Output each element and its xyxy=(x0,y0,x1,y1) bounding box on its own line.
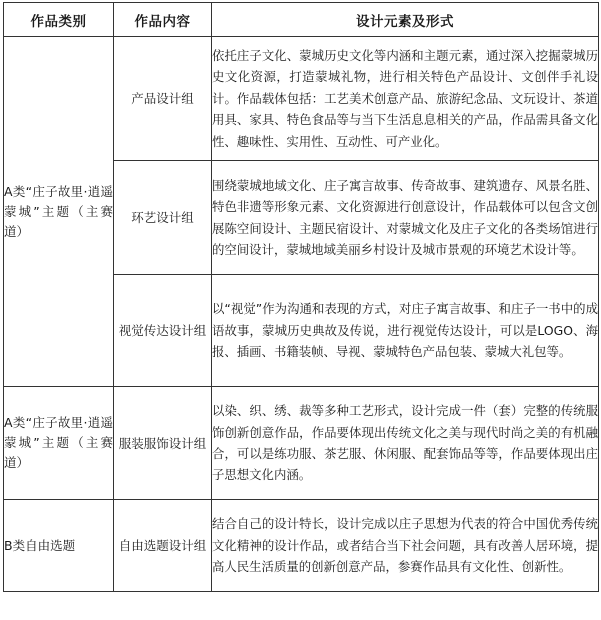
design-cell-free: 结合自己的设计特长，设计完成以庄子思想为代表的符合中国优秀传统文化精神的设计作品，或者结合当下社会问题，具有改善人居环境，提高人民生活质量的创新创意产品，参赛作品具有文化性、创新性。 xyxy=(212,500,599,592)
design-cell-visual: 以“视觉”作为沟通和表现的方式，对庄子寓言故事、和庄子一书中的成语故事，蒙城历史典故及传说，进行视觉传达设计，可以是LOGO、海报、插画、书籍装帧、导视、蒙城特色产品包装、蒙城大礼包等。 xyxy=(212,275,599,387)
table-row xyxy=(4,387,599,500)
content-cell-fashion: 服装服饰设计组 xyxy=(114,387,212,500)
category-cell-a-main: A类“庄子故里·逍遥蒙城”主题（主赛道） xyxy=(4,37,114,387)
category-cell-a-fashion: A类“庄子故里·逍遥蒙城”主题（主赛道） xyxy=(4,387,114,500)
content-cell-visual: 视觉传达设计组 xyxy=(114,275,212,387)
design-cell-environment: 围绕蒙城地域文化、庄子寓言故事、传奇故事、建筑遗存、风景名胜、特色非遗等形象元素、文化资源进行创意设计，作品载体可以包含文创展陈空间设计、主题民宿设计、对蒙城文化及庄子文化的各类场馆进行的空间设计，蒙城地域美丽乡村设计及城市景观的环境艺术设计等。 xyxy=(212,161,599,275)
competition-category-table xyxy=(3,2,599,592)
table-row xyxy=(4,37,599,161)
content-cell-environment: 环艺设计组 xyxy=(114,161,212,275)
design-cell-fashion: 以染、织、绣、裁等多种工艺形式，设计完成一件（套）完整的传统服饰创新创意作品，作品要体现出传统文化之美与现代时尚之美的有机融合，可以是练功服、茶艺服、休闲服、配套饰品等等，作品要体现出庄子思想文化内涵。 xyxy=(212,387,599,500)
header-design: 设计元素及形式 xyxy=(212,3,599,37)
header-content: 作品内容 xyxy=(114,3,212,37)
table-row xyxy=(4,500,599,592)
header-category: 作品类别 xyxy=(4,3,114,37)
design-cell-product: 依托庄子文化、蒙城历史文化等内涵和主题元素，通过深入挖掘蒙城历史文化资源，打造蒙城礼物，进行相关特色产品设计、文创伴手礼设计。作品载体包括：工艺美术创意产品、旅游纪念品、文玩设计、茶道用具、家具、特色食品等与当下生活息息相关的产品，作品需具备文化性、趣味性、实用性、互动性、可产业化。 xyxy=(212,37,599,161)
category-cell-b-free: B类自由选题 xyxy=(4,500,114,592)
table-header-row xyxy=(4,3,599,37)
content-cell-product: 产品设计组 xyxy=(114,37,212,161)
content-cell-free: 自由选题设计组 xyxy=(114,500,212,592)
